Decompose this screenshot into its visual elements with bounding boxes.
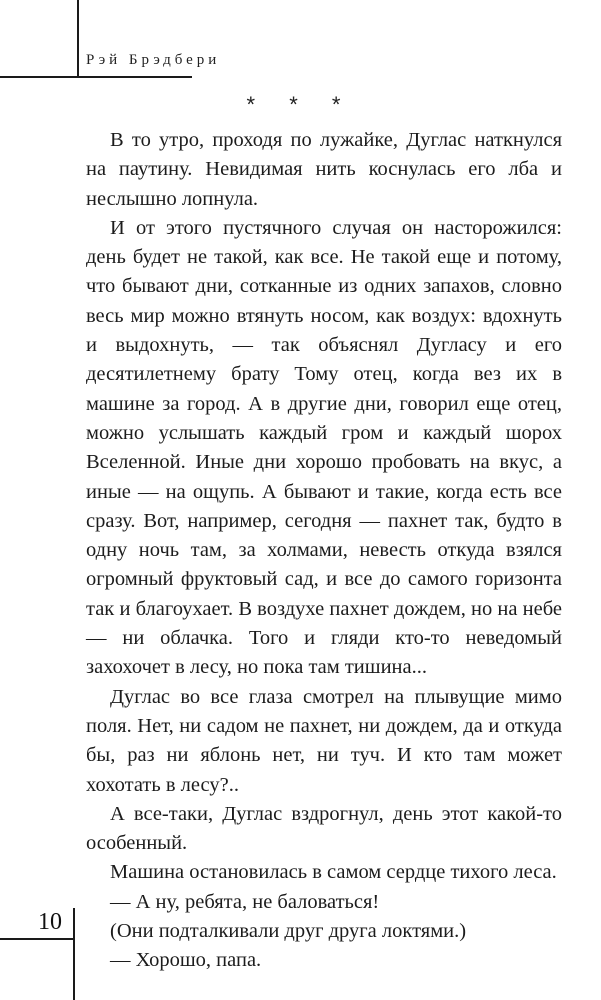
paragraph: Дуглас во все глаза смотрел на плывущие мимо поля. Нет, ни садом не пахнет, ни дождем, да и откуда бы, раз ни яблонь нет, ни туч. И кто там может хохотать в лесу?.. bbox=[86, 685, 562, 796]
page-number: 10 bbox=[38, 909, 62, 935]
body-text bbox=[86, 126, 562, 976]
paragraph: Машина остановилась в самом сердце тихого леса. bbox=[110, 861, 557, 884]
section-break: * * * bbox=[246, 92, 355, 117]
header-vertical-rule bbox=[77, 0, 79, 78]
paragraph: (Они подталкивали друг друга локтями.) bbox=[110, 920, 467, 943]
paragraph: И от этого пустячного случая он насторожился: день будет не такой, как все. Не такой еще и потому, что бывают дни, сотканные из одних запахов, словно весь мир можно втянуть носом, как воздух: вдохнуть и выдохнуть, — так объяснял Дугласу и его десятилетнему брату Тому отец, когда вез их в машине за город. А в другие дни, говорил еще отец, можно услышать каждый гром и каждый шорох Вселенной. Иные дни хорошо пробовать на вкус, а иные — на ощупь. А бывают и такие, когда есть все сразу. Вот, например, сегодня — пахнет так, будто в одну ночь там, за холмами, невесть откуда взялся огромный фруктовый сад, и все до самого горизонта так и благоухает. В воздухе пахнет дождем, но на небе — ни облачка. Того и гляди кто-то неведомый захохочет в лесу, но пока там тишина... bbox=[86, 216, 562, 679]
footer-vertical-rule bbox=[73, 908, 75, 1000]
running-head: Рэй Брэдбери bbox=[86, 52, 221, 68]
paragraph: В то утро, проходя по лужайке, Дуглас наткнулся на паутину. Невидимая нить коснулась его лба и неслышно лопнула. bbox=[86, 129, 562, 210]
paragraph: — Хорошо, папа. bbox=[110, 949, 262, 972]
paragraph: А все-таки, Дуглас вздрогнул, день этот какой-то особенный. bbox=[86, 802, 562, 855]
paragraph: — А ну, ребята, не баловаться! bbox=[110, 890, 380, 913]
footer-horizontal-rule bbox=[0, 938, 75, 940]
header-horizontal-rule bbox=[0, 76, 192, 78]
